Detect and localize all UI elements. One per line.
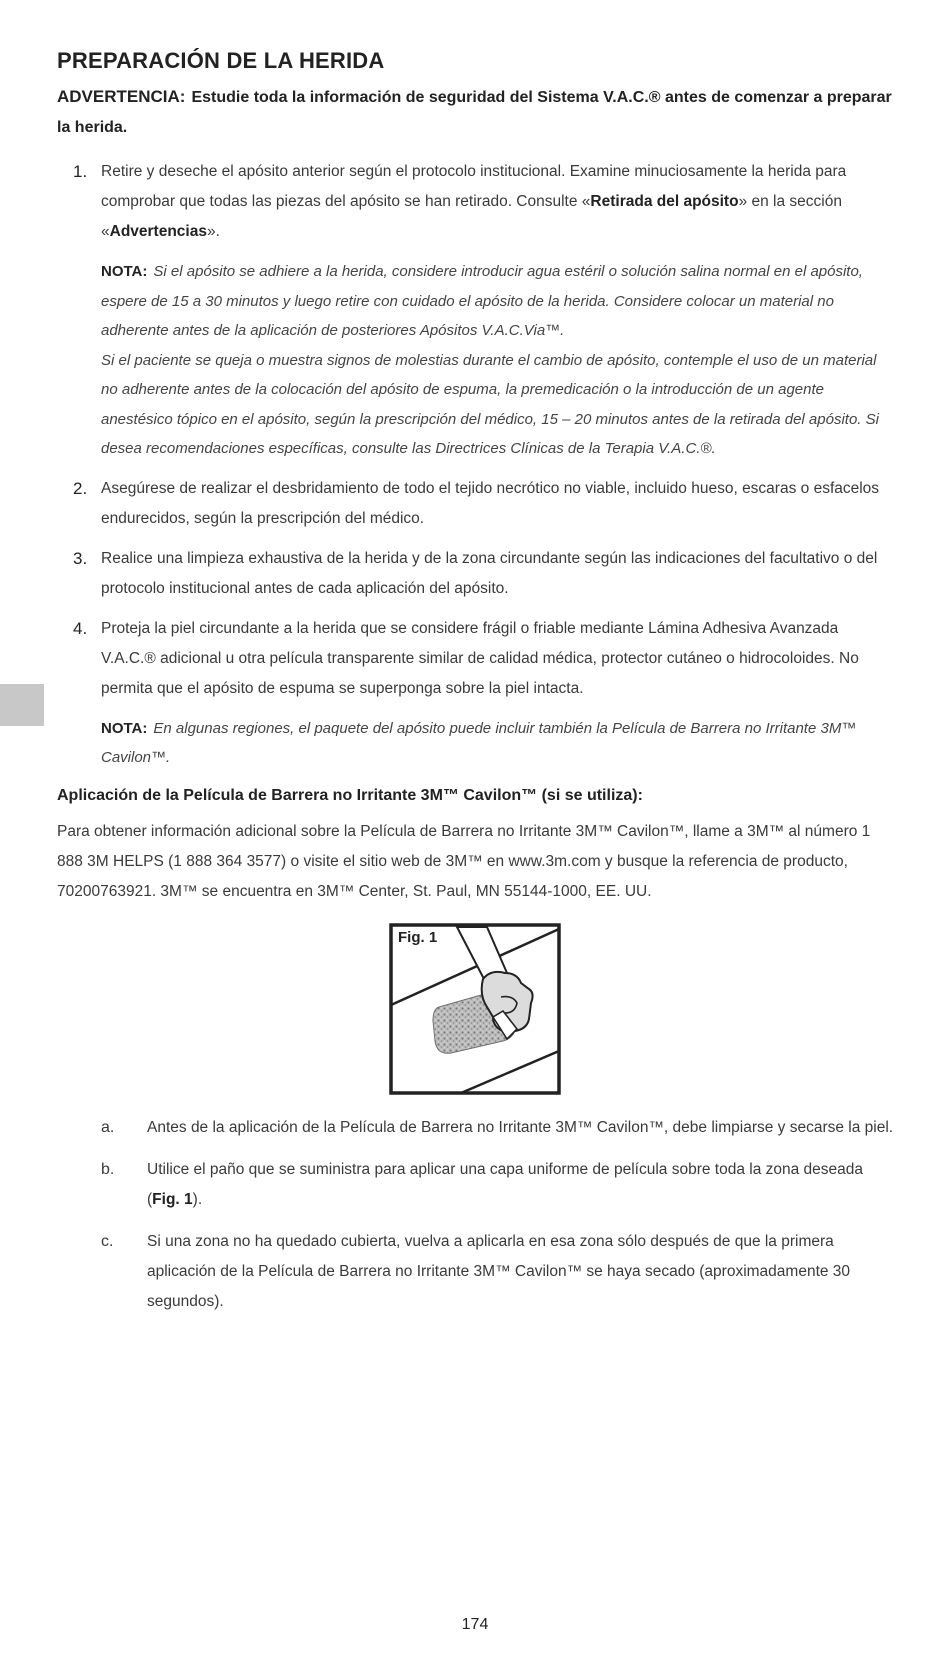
step-text: Realice una limpieza exhaustiva de la herida y de la zona circundante según las indicaciones del facultativo o del protocolo institucional antes de cada aplicación del apósito. [101,549,878,597]
section-tab-marker [0,684,44,726]
substep-text: Si una zona no ha quedado cubierta, vuelva a aplicarla en esa zona sólo después de que la primera aplicación de la Película de Barrera no Irritante 3M™ Cavilon™ se haya secado (aproximadamente 30 segundos). [147,1232,851,1310]
figure-1 [389,923,561,1095]
substep-b [57,1155,895,1215]
reference-removal: Retirada del apósito [590,193,739,210]
reference-warnings: Advertencias [109,223,207,240]
substep-text: Antes de la aplicación de la Película de Barrera no Irritante 3M™ Cavilon™, debe limpiarse y secarse la piel. [147,1118,894,1136]
step-number: 2. [73,478,88,498]
page-number: 174 [461,1616,489,1633]
cavilon-paragraph: Para obtener información adicional sobre la Película de Barrera no Irritante 3M™ Cavilon™, llame a 3M™ al número 1 888 3M HELPS (1 888 364 3577) o visite el sitio web de 3M™ en www.3m.com y busque la referencia de producto, 70200763921. 3M™ se encuentra en 3M™ Center, St. Paul, MN 55144-1000, EE. UU. [57,822,871,900]
step-text: Proteja la piel circundante a la herida que se considere frágil o friable mediante Lámina Adhesiva Avanzada V.A.C.® adicional u otra película transparente similar de calidad médica, protector cutáneo o hidrocoloides. No permita que el apósito de espuma se superponga sobre la piel intacta. [101,619,859,697]
page-content [57,48,895,1329]
note-label: NOTA: [101,263,148,280]
note-text: En algunas regiones, el paquete del apósito puede incluir también la Película de Barrera no Irritante 3M™ Cavilon™. [101,719,857,766]
cavilon-substeps [57,1113,895,1317]
figure-1-label: Fig. 1 [398,928,438,946]
warning-block [57,82,895,143]
note-label: NOTA: [101,719,148,737]
note-block [101,714,895,773]
substep-letter: a. [101,1118,115,1136]
note-text: Si el apósito se adhiere a la herida, considere introducir agua estéril o solución salina normal en el apósito, espere de 15 a 30 minutos y luego retire con cuidado el apósito de la herida. Considere colocar un material no adherente antes de la aplicación de posteriores Apósitos V.A.C.Via™. [101,263,863,339]
step-4 [57,614,895,773]
step-number: 4. [73,618,88,638]
substep-text: ). [192,1190,203,1208]
substep-text: Utilice el paño que se suministra para aplicar una capa uniforme de película sobre toda la zona deseada ( [147,1160,864,1208]
step-number: 3. [73,548,88,568]
step-3 [57,544,895,604]
step-text: Asegúrese de realizar el desbridamiento de todo el tejido necrótico no viable, incluido hueso, escaras o esfacelos endurecidos, según la prescripción del médico. [101,479,880,527]
figure-reference: Fig. 1 [152,1190,193,1208]
substep-a [57,1113,895,1143]
warning-label: ADVERTENCIA: [57,87,186,106]
substep-c [57,1227,895,1317]
step-number: 1. [73,162,88,181]
page-title: PREPARACIÓN DE LA HERIDA [57,48,385,73]
step-1 [57,157,895,464]
figure-1-illustration [389,923,561,1095]
preparation-steps [57,157,895,773]
note-block [101,257,895,464]
cavilon-heading: Aplicación de la Película de Barrera no Irritante 3M™ Cavilon™ (si se utiliza): [57,786,643,804]
substep-letter: b. [101,1160,115,1178]
step-2 [57,474,895,534]
step-text: Retire y deseche el apósito anterior según el protocolo institucional. Examine minuciosamente la herida para comprobar que todas las piezas del apósito se han retirado. Consulte « [101,163,847,210]
substep-letter: c. [101,1232,114,1250]
step-text: » en la sección « [101,193,842,240]
warning-text: Estudie toda la información de seguridad del Sistema V.A.C.® antes de comenzar a preparar la herida. [57,89,892,136]
note-text: Si el paciente se queja o muestra signos de molestias durante el cambio de apósito, contemple el uso de un material no adherente antes de la colocación del apósito de espuma, la premedicación o la introducción de un agente anestésico tópico en el apósito, según la prescripción del médico, 15 – 20 minutos antes de la retirada del apósito. Si desea recomendaciones específicas, consulte las Directrices Clínicas de la Terapia V.A.C.®. [101,351,879,457]
step-text: ». [206,223,220,240]
